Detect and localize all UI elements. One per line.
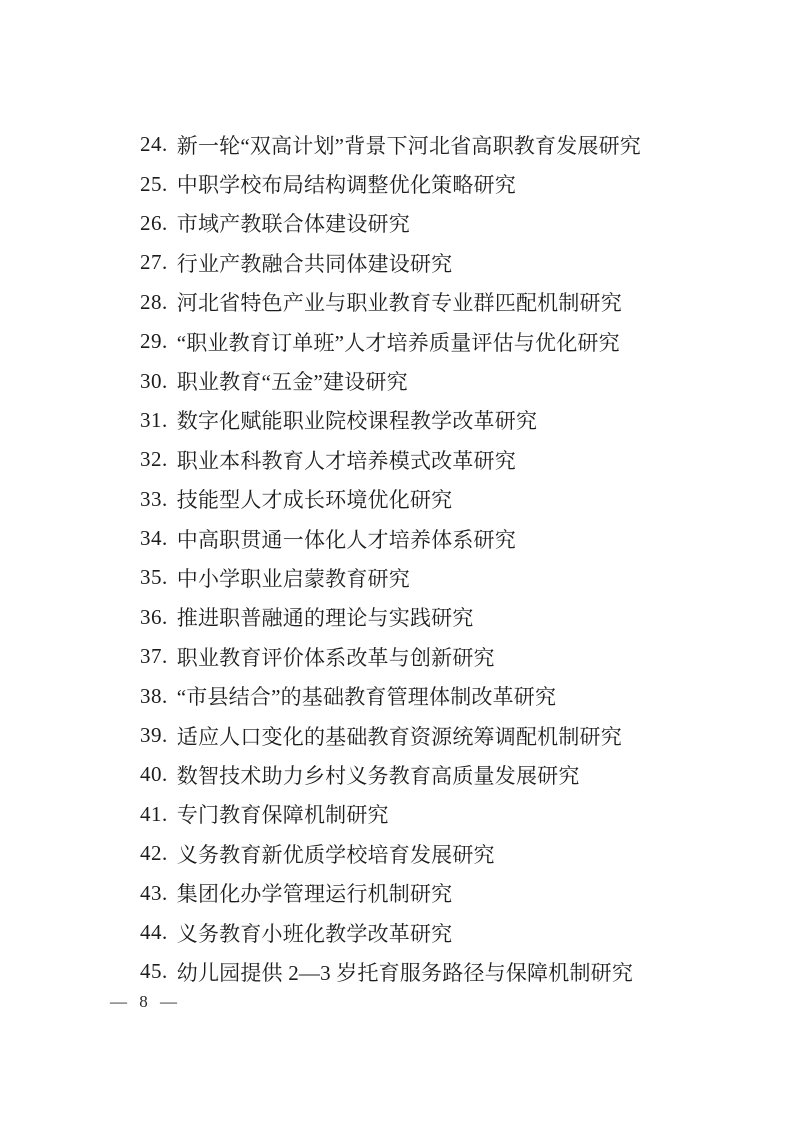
item-number: 32. [140, 447, 168, 472]
list-item [140, 243, 720, 282]
item-number: 44. [140, 920, 168, 944]
list-item [140, 125, 720, 164]
item-number: 25. [140, 171, 168, 196]
list-item [140, 598, 720, 637]
topic-list [140, 125, 720, 992]
item-number: 41. [140, 801, 168, 826]
item-text: 职业本科教育人才培养模式改革研究 [176, 448, 516, 473]
item-number: 36. [140, 604, 168, 629]
item-number: 39. [140, 723, 168, 748]
item-text: 中职学校布局结构调整优化策略研究 [176, 173, 516, 198]
list-item [140, 558, 720, 597]
list-item [140, 834, 720, 873]
item-text: 技能型人才成长环境优化研究 [176, 488, 453, 513]
item-number: 30. [140, 368, 168, 393]
list-item [140, 480, 720, 519]
list-item [140, 637, 720, 676]
item-number: 24. [140, 132, 168, 157]
item-number: 31. [140, 407, 168, 432]
item-number: 28. [140, 289, 168, 314]
item-text: 行业产教融合共同体建设研究 [176, 251, 453, 276]
item-text: 义务教育新优质学校培育发展研究 [176, 842, 495, 867]
list-item [140, 873, 720, 912]
item-number: 38. [140, 683, 168, 708]
list-item [140, 716, 720, 755]
list-item [140, 755, 720, 794]
item-text: 数智技术助力乡村义务教育高质量发展研究 [176, 763, 580, 788]
item-number: 26. [140, 210, 168, 235]
item-text: 推进职普融通的理论与实践研究 [176, 606, 474, 631]
item-text: 集团化办学管理运行机制研究 [176, 882, 453, 907]
item-text: “职业教育订单班”人才培养质量评估与优化研究 [176, 330, 620, 355]
item-text: 职业教育评价体系改革与创新研究 [176, 645, 495, 670]
list-item [140, 952, 720, 991]
item-number: 35. [140, 565, 168, 590]
item-number: 42. [140, 841, 168, 866]
page-number: — 8 — [110, 992, 181, 1011]
item-text: 数字化赋能职业院校课程教学改革研究 [176, 409, 538, 434]
item-number: 45. [140, 959, 168, 984]
item-text: 中小学职业启蒙教育研究 [176, 566, 410, 591]
item-text: 义务教育小班化教学改革研究 [176, 921, 453, 946]
item-number: 27. [140, 250, 168, 275]
list-item [140, 676, 720, 715]
item-number: 33. [140, 486, 168, 511]
item-number: 37. [140, 644, 168, 669]
item-text: 职业教育“五金”建设研究 [176, 370, 408, 395]
list-item [140, 283, 720, 322]
list-item [140, 164, 720, 203]
item-text: “市县结合”的基础教育管理体制改革研究 [176, 685, 557, 710]
list-item [140, 913, 720, 952]
list-item [140, 322, 720, 361]
list-item [140, 204, 720, 243]
item-text: 专门教育保障机制研究 [176, 803, 389, 828]
item-text: 市域产教联合体建设研究 [176, 212, 410, 237]
item-text: 幼儿园提供 2—3 岁托育服务路径与保障机制研究 [176, 960, 634, 985]
list-item [140, 795, 720, 834]
item-text: 中高职贯通一体化人才培养体系研究 [176, 527, 516, 552]
item-number: 34. [140, 526, 168, 551]
item-number: 29. [140, 329, 168, 354]
item-number: 43. [140, 880, 168, 905]
list-item [140, 401, 720, 440]
list-item [140, 361, 720, 400]
list-item [140, 519, 720, 558]
item-number: 40. [140, 762, 168, 787]
item-text: 适应人口变化的基础教育资源统筹调配机制研究 [176, 724, 622, 749]
item-text: 新一轮“双高计划”背景下河北省高职教育发展研究 [176, 133, 641, 158]
item-text: 河北省特色产业与职业教育专业群匹配机制研究 [176, 291, 622, 316]
list-item [140, 440, 720, 479]
